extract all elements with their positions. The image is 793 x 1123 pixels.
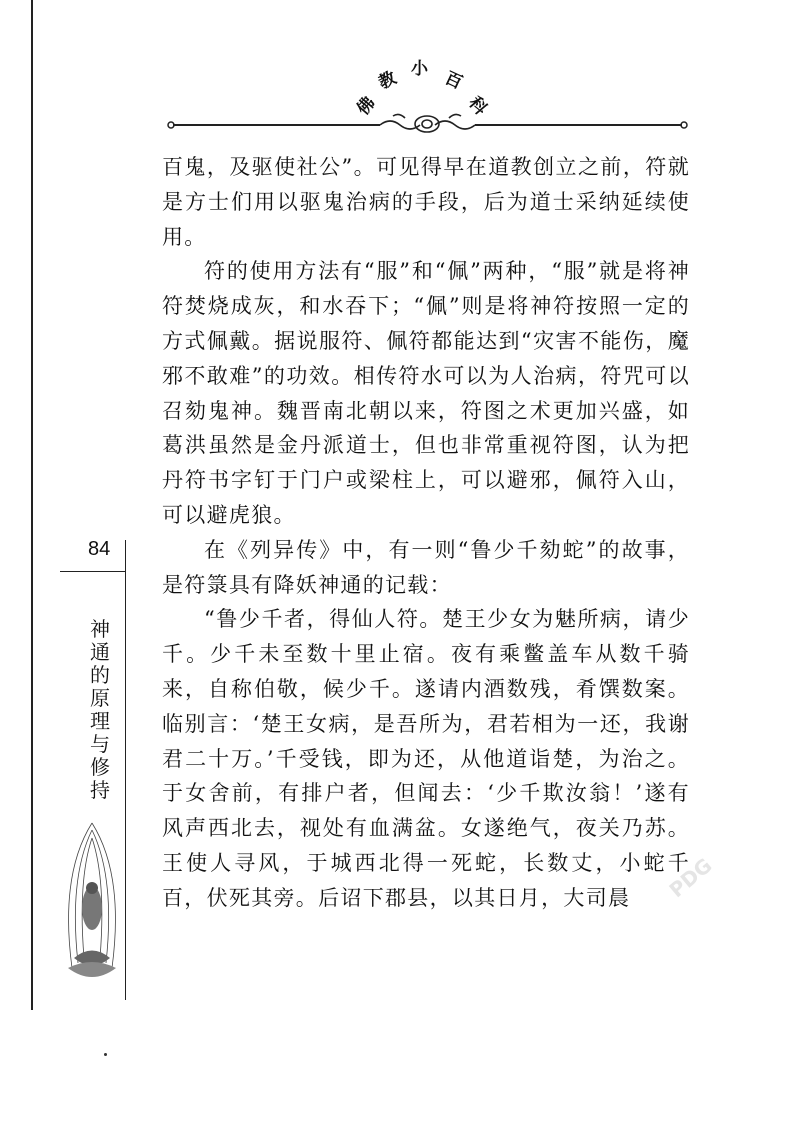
side-title-char: 的 — [90, 663, 110, 687]
buddha-emblem-icon — [62, 818, 122, 998]
header-char: 科 — [464, 93, 491, 120]
header-char: 百 — [441, 68, 466, 94]
left-border-line — [31, 0, 33, 1010]
side-title-char: 理 — [90, 709, 110, 733]
paragraph-quotation: “鲁少千者，得仙人符。楚王少女为魅所病，请少千。少千未至数十里止宿。夜有乘鳖盖车从数千骑来，自称伯敬，候少千。遂请内酒数残，肴馔数案。临别言：‘楚王女病，是吾所为，君若相为一还，我谢君二十万。’千受钱，即为还，从他道诣楚，为治之。于女舍前，有排户者，但闻去：‘少千欺汝翁！’遂有风声西北去，视处有血满盆。女遂绝气，夜关乃苏。王使人寻风，于城西北得一死蛇，长数丈，小蛇千百，伏死其旁。后诏下郡县，以其日月，大司晨 — [162, 607, 690, 910]
header-ornament-rule — [165, 110, 690, 140]
page-number: 84 — [88, 538, 111, 560]
header-char: 教 — [375, 68, 400, 94]
scan-watermark: PDG — [664, 853, 717, 903]
paragraph: 在《列异传》中，有一则“鲁少千劾蛇”的故事，是符箓具有降妖神通的记载： — [162, 537, 690, 597]
paragraph-continued: 百鬼，及驱使社公”。可见得早在道教创立之前，符就是方士们用以驱鬼治病的手段，后为道士采纳延续使用。 — [162, 155, 690, 249]
side-title-char: 神 — [90, 617, 110, 641]
side-title-char: 通 — [90, 640, 110, 664]
side-title-char: 持 — [90, 778, 110, 802]
side-rule-horizontal — [60, 571, 125, 572]
paragraph: 符的使用方法有“服”和“佩”两种，“服”就是将神符焚烧成灰，和水吞下；“佩”则是将神符按照一定的方式佩戴。据说服符、佩符都能达到“灾害不能伤，魔邪不敢难”的功效。相传符水可以为人治病，符咒可以召劾鬼神。魏晋南北朝以来，符图之术更加兴盛，如葛洪虽然是金丹派道士，但也非常重视符图，认为把丹符书字钉于门户或梁柱上，可以避邪，佩符入山，可以避虎狼。 — [162, 259, 690, 527]
header-char: 小 — [411, 59, 428, 79]
side-section-title — [83, 618, 117, 802]
side-title-char: 修 — [90, 755, 110, 779]
scan-speck — [104, 1053, 107, 1056]
side-title-char: 原 — [90, 686, 110, 710]
side-rule-vertical — [125, 540, 126, 1000]
header-char: 佛 — [353, 93, 380, 120]
side-title-char: 与 — [90, 732, 110, 756]
